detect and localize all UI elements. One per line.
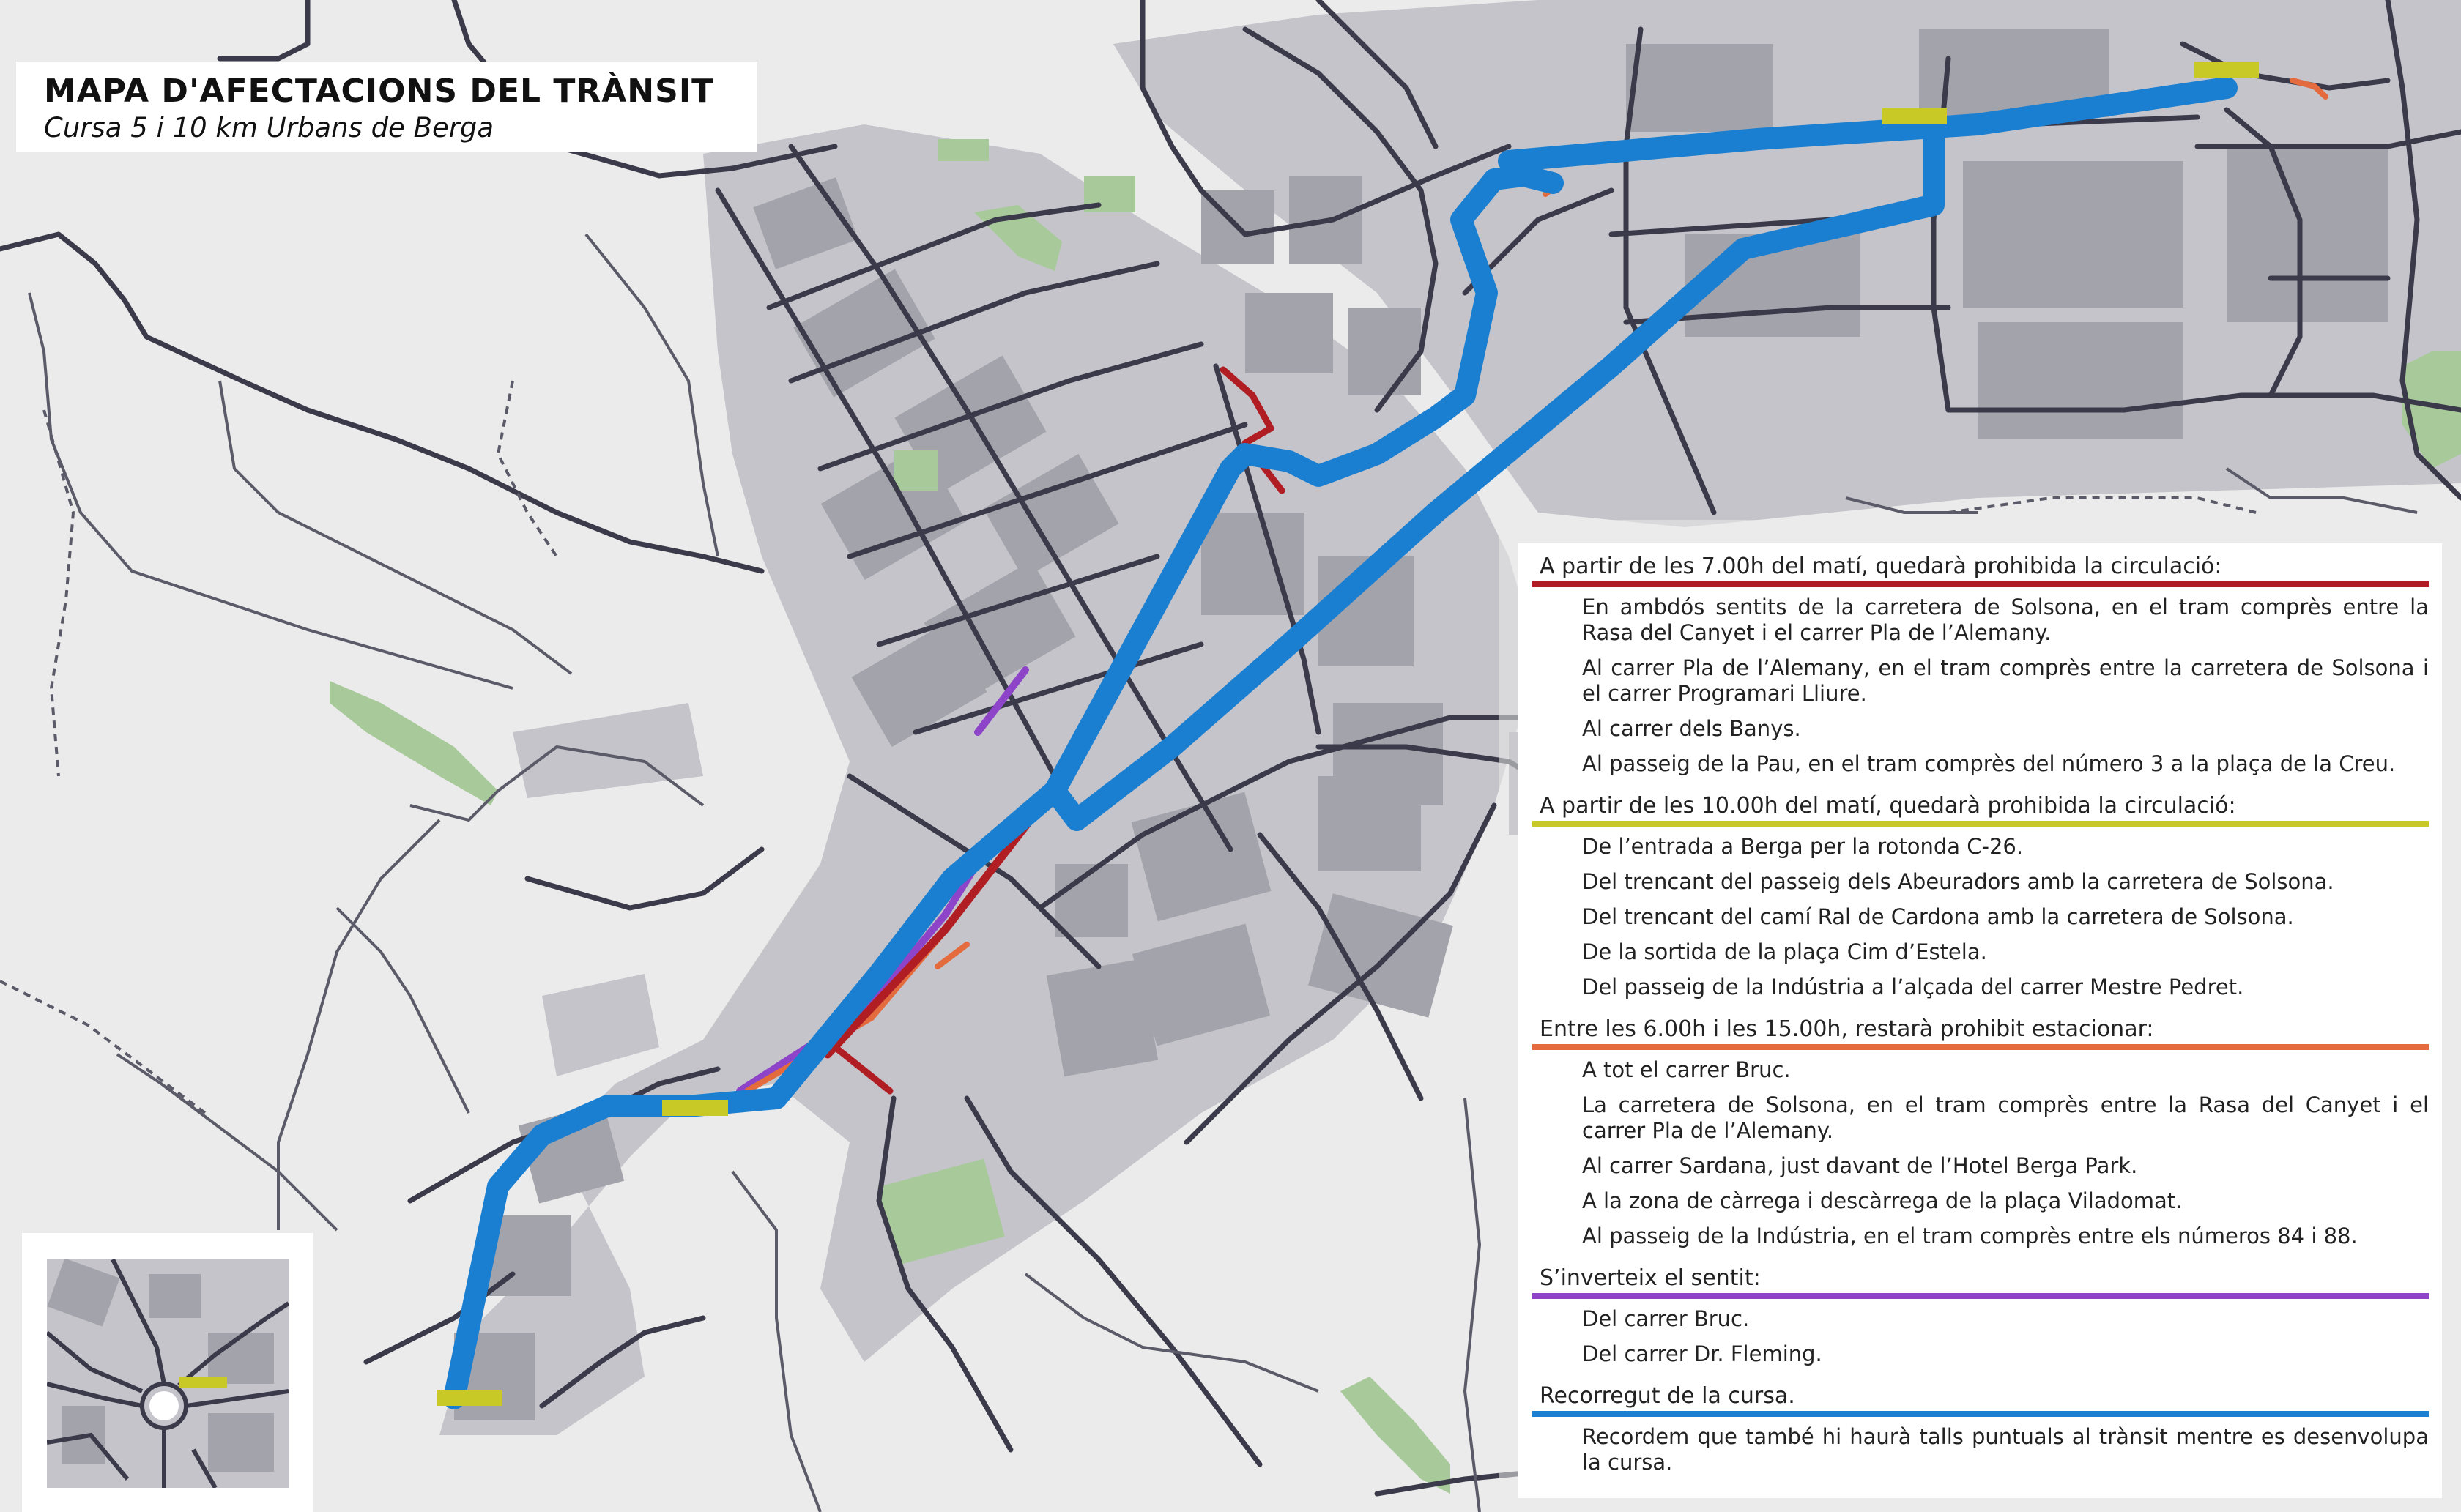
legend-item: Del carrer Bruc.: [1582, 1306, 1750, 1331]
legend-heading-closed-7h: A partir de les 7.00h del matí, quedarà prohibida la circulació:: [1540, 554, 2222, 579]
closure-marker: [662, 1100, 728, 1116]
legend-heading-route: Recorregut de la cursa.: [1540, 1383, 1795, 1409]
closure-marker: [2194, 62, 2259, 78]
legend-item: Al carrer Sardana, just davant de l’Hotel Berga Park.: [1582, 1153, 2138, 1178]
legend-swatch-closed-10h: [1532, 821, 2429, 827]
legend-item: A tot el carrer Bruc.: [1582, 1057, 1791, 1082]
legend-heading-closed-10h: A partir de les 10.00h del matí, quedarà prohibida la circulació:: [1540, 793, 2236, 819]
map-title: MAPA D'AFECTACIONS DEL TRÀNSIT: [44, 72, 715, 110]
legend-item: De la sortida de la plaça Cim d’Estela.: [1582, 939, 1987, 964]
map-subtitle: Cursa 5 i 10 km Urbans de Berga: [44, 112, 494, 144]
legend-item: Del passeig de la Indústria a l’alçada del carrer Mestre Pedret.: [1582, 975, 2244, 999]
legend-panel: [1518, 543, 2442, 1498]
inset-closure-marker: [179, 1377, 227, 1388]
inset-map-graphic: [47, 1259, 289, 1488]
legend-item: Del carrer Dr. Fleming.: [1582, 1341, 1822, 1366]
legend-swatch-route: [1532, 1411, 2429, 1417]
legend-item: De l’entrada a Berga per la rotonda C-26.: [1582, 834, 2024, 859]
legend-swatch-reversed: [1532, 1293, 2429, 1299]
legend-item: Al carrer dels Banys.: [1582, 716, 1801, 741]
legend-item: Recordem que també hi haurà talls puntuals al trànsit mentre es desenvolupa la cursa.: [1582, 1424, 2429, 1475]
legend-item: En ambdós sentits de la carretera de Solsona, en el tram comprès entre la Rasa del Canyet i el carrer Pla de l’Alemany.: [1582, 595, 2429, 645]
legend-item: Al carrer Pla de l’Alemany, en el tram comprès entre la carretera de Solsona i el carrer Programari Lliure.: [1582, 655, 2429, 706]
legend-swatch-closed-7h: [1532, 581, 2429, 587]
map-title-box: [16, 62, 757, 152]
legend-item: Al passeig de la Pau, en el tram comprès del número 3 a la plaça de la Creu.: [1582, 751, 2396, 776]
closure-marker: [437, 1390, 502, 1406]
legend-item: La carretera de Solsona, en el tram comprès entre la Rasa del Canyet i el carrer Pla de l’Alemany.: [1582, 1092, 2429, 1143]
legend-item: Del trencant del camí Ral de Cardona amb la carretera de Solsona.: [1582, 904, 2294, 929]
legend-item: A la zona de càrrega i descàrrega de la plaça Viladomat.: [1582, 1188, 2183, 1213]
legend-heading-reversed: S’inverteix el sentit:: [1540, 1265, 1761, 1291]
legend-item: Al passeig de la Indústria, en el tram comprès entre els números 84 i 88.: [1582, 1224, 2358, 1248]
inset-map[interactable]: [22, 1233, 313, 1512]
legend-swatch-no-parking: [1532, 1044, 2429, 1050]
legend-heading-no-parking: Entre les 6.00h i les 15.00h, restarà prohibit estacionar:: [1540, 1016, 2154, 1042]
legend-item: Del trencant del passeig dels Abeuradors amb la carretera de Solsona.: [1582, 869, 2334, 894]
closure-marker: [1882, 108, 1947, 124]
